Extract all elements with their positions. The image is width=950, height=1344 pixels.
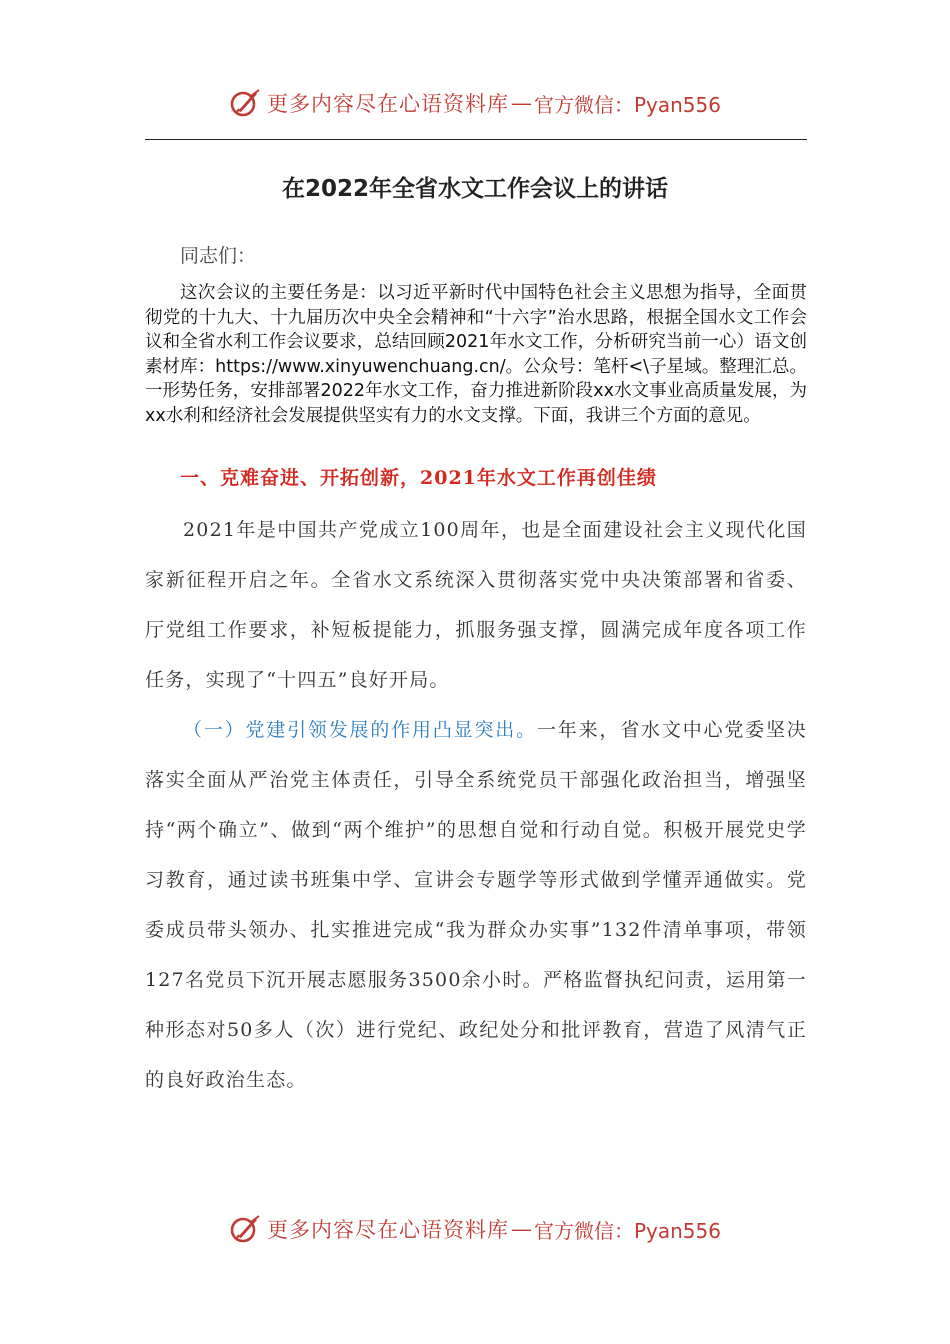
intro-paragraph: 这次会议的主要任务是：以习近平新时代中国特色社会主义思想为指导，全面贯彻党的十九大、十九届历次中央全会精神和“十六字”治水思路，根据全国水文工作会议和全省水利工作会议要求，总结回顾2021年水文工作，分析研究当前一心）语文创素材库：https://www.xinyuwenchuang.cn/。公众号：笔杆<\子星域。整理汇总。一形势任务，安排部署2022年水文工作，奋力推进新阶段xx水文事业高质量发展，为xx水利和经济社会发展提供坚实有力的水文支撑。下面，我讲三个方面的意见。	[145, 283, 807, 426]
body-paragraph-2-text: 一年来，省水文中心党委坚决落实全面从严治党主体责任，引导全系统党员干部强化政治担当，增强坚持“两个确立”、做到“两个维护”的思想自觉和行动自觉。积极开展党史学习教育，通过读书班集中学、宣讲会专题学等形式做到学懂弄通做实。党委成员带头领办、扎实推进完成“我为群众办实事”132件清单事项，带领127名党员下沉开展志愿服务3500余小时。严格监督执纪问责，运用第一种形态对50多人（次）进行党纪、政纪处分和批评教育，营造了风清气正的良好政治生态。	[145, 719, 807, 1091]
quill-logo-icon	[229, 87, 261, 119]
subsection-heading-1: （一）党建引领发展的作用凸显突出。	[183, 719, 537, 741]
header-wechat-text: 官方微信：Pyan556	[533, 92, 721, 117]
header-divider	[145, 139, 807, 140]
body-paragraph-1: 2021年是中国共产党成立100周年，也是全面建设社会主义现代化国家新征程开启之年。全省水文系统深入贯彻落实党中央决策部署和省委、厅党组工作要求，补短板提能力，抓服务强支撑，圆满完成年度各项工作任务，实现了“十四五”良好开局。	[145, 519, 807, 691]
page-title: 在2022年全省水文工作会议上的讲话	[281, 176, 668, 202]
quill-logo-icon	[229, 1213, 261, 1245]
footer-banner-separator: —	[510, 1217, 532, 1241]
footer-wechat-text: 官方微信：Pyan556	[533, 1218, 721, 1243]
header-banner-text: 更多内容尽在心语资料库	[266, 92, 509, 116]
header-banner[interactable]	[229, 87, 721, 119]
section-heading-1: 一、克难奋进、开拓创新，2021年水文工作再创佳绩	[180, 467, 657, 489]
header-banner-separator: —	[510, 91, 532, 115]
body-paragraph-2	[145, 705, 807, 1105]
footer-banner-text: 更多内容尽在心语资料库	[266, 1218, 509, 1242]
footer-banner[interactable]	[229, 1213, 721, 1245]
page-footer	[0, 1210, 950, 1248]
salutation: 同志们：	[180, 245, 257, 267]
page-header	[0, 84, 950, 122]
